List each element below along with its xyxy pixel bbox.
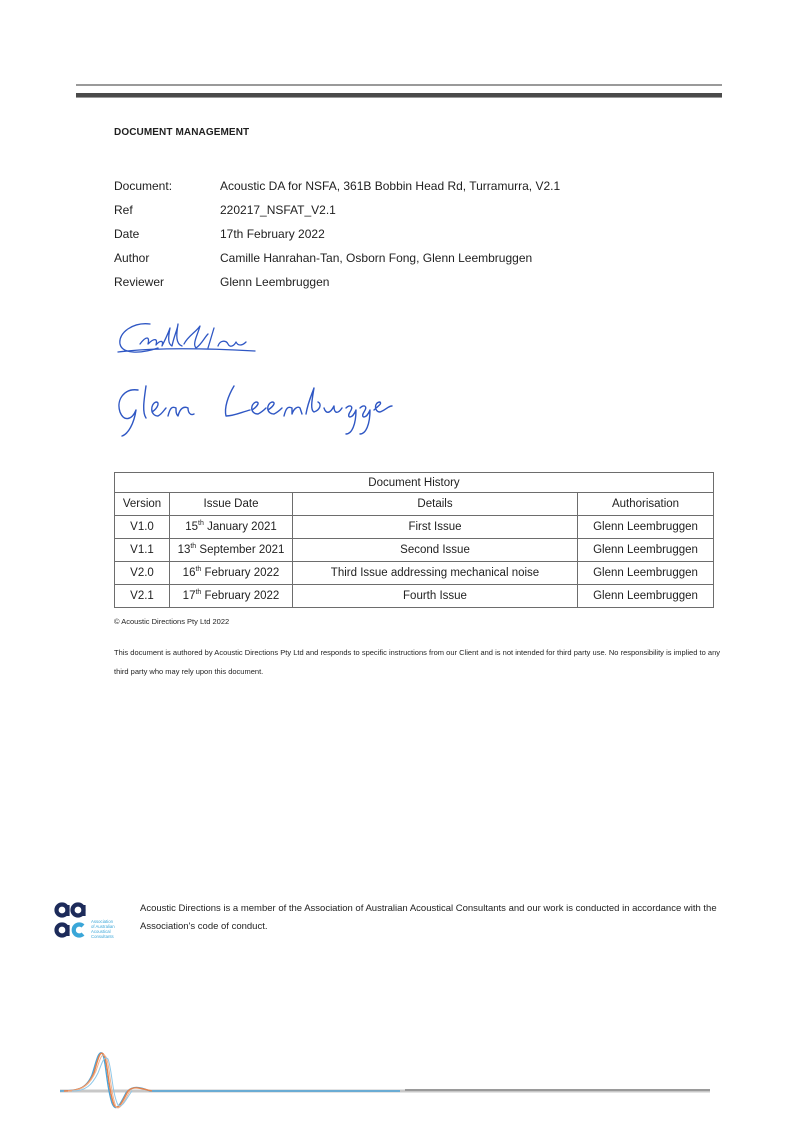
aaac-logo-icon bbox=[54, 899, 128, 943]
cell-issue-date: 17th February 2022 bbox=[170, 585, 293, 608]
cell-authorisation: Glenn Leembruggen bbox=[578, 585, 714, 608]
disclaimer-text: This document is authored by Acoustic Directions Pty Ltd and responds to specific instructions from our Client and is not intended for third party use. No responsibility is implied to any third party who may rely upon this document. bbox=[114, 648, 720, 676]
cell-version: V2.0 bbox=[115, 562, 170, 585]
column-header-authorisation: Authorisation bbox=[578, 493, 714, 516]
svg-text:Association: Association bbox=[91, 919, 113, 924]
detail-label: Reviewer bbox=[114, 275, 165, 289]
detail-value: Glenn Leembruggen bbox=[220, 275, 330, 289]
cell-version: V2.1 bbox=[115, 585, 170, 608]
detail-row-author bbox=[114, 246, 560, 270]
cell-details: Fourth Issue bbox=[293, 585, 578, 608]
detail-label: Document: bbox=[114, 179, 173, 193]
detail-row-reviewer bbox=[114, 270, 560, 294]
table-title-row bbox=[115, 473, 714, 493]
table-row bbox=[115, 539, 714, 562]
copyright-notice: © Acoustic Directions Pty Ltd 2022 bbox=[114, 617, 230, 626]
footer-waveform-graphic bbox=[60, 1045, 720, 1115]
cell-issue-date: 13th September 2021 bbox=[170, 539, 293, 562]
cell-authorisation: Glenn Leembruggen bbox=[578, 562, 714, 585]
cell-details: First Issue bbox=[293, 516, 578, 539]
detail-row-date bbox=[114, 222, 560, 246]
cell-details: Second Issue bbox=[293, 539, 578, 562]
detail-label: Date bbox=[114, 227, 140, 241]
detail-label: Author bbox=[114, 251, 150, 265]
svg-text:Consultants: Consultants bbox=[91, 934, 114, 939]
header-rule-thin bbox=[76, 84, 722, 86]
svg-text:Acoustical: Acoustical bbox=[91, 929, 111, 934]
detail-row-ref bbox=[114, 198, 560, 222]
cell-issue-date: 15th January 2021 bbox=[170, 516, 293, 539]
detail-value: 17th February 2022 bbox=[220, 227, 325, 241]
cell-issue-date: 16th February 2022 bbox=[170, 562, 293, 585]
signature-glenn bbox=[110, 380, 400, 440]
aaac-membership-statement: Acoustic Directions is a member of the Association of Australian Acoustical Consultants and our work is conducted in accordance with the Association's code of conduct. bbox=[140, 903, 717, 932]
section-title: DOCUMENT MANAGEMENT bbox=[114, 127, 250, 138]
detail-row-document bbox=[114, 174, 560, 198]
table-row bbox=[115, 585, 714, 608]
header-rule-thick bbox=[76, 93, 722, 98]
table-title: Document History bbox=[115, 473, 714, 493]
detail-value: 220217_NSFAT_V2.1 bbox=[220, 203, 336, 217]
signature-camille bbox=[110, 318, 270, 368]
table-header-row bbox=[115, 493, 714, 516]
cell-authorisation: Glenn Leembruggen bbox=[578, 516, 714, 539]
column-header-version: Version bbox=[115, 493, 170, 516]
table-row bbox=[115, 562, 714, 585]
document-details bbox=[114, 174, 560, 294]
cell-version: V1.1 bbox=[115, 539, 170, 562]
column-header-details: Details bbox=[293, 493, 578, 516]
column-header-issue-date: Issue Date bbox=[170, 493, 293, 516]
table-row bbox=[115, 516, 714, 539]
cell-authorisation: Glenn Leembruggen bbox=[578, 539, 714, 562]
cell-version: V1.0 bbox=[115, 516, 170, 539]
svg-text:of Australian: of Australian bbox=[91, 924, 115, 929]
cell-details: Third Issue addressing mechanical noise bbox=[293, 562, 578, 585]
document-history-table bbox=[114, 472, 714, 608]
detail-value: Acoustic DA for NSFA, 361B Bobbin Head Rd, Turramurra, V2.1 bbox=[220, 179, 561, 193]
detail-label: Ref bbox=[114, 203, 133, 217]
detail-value: Camille Hanrahan-Tan, Osborn Fong, Glenn Leembruggen bbox=[220, 251, 533, 265]
